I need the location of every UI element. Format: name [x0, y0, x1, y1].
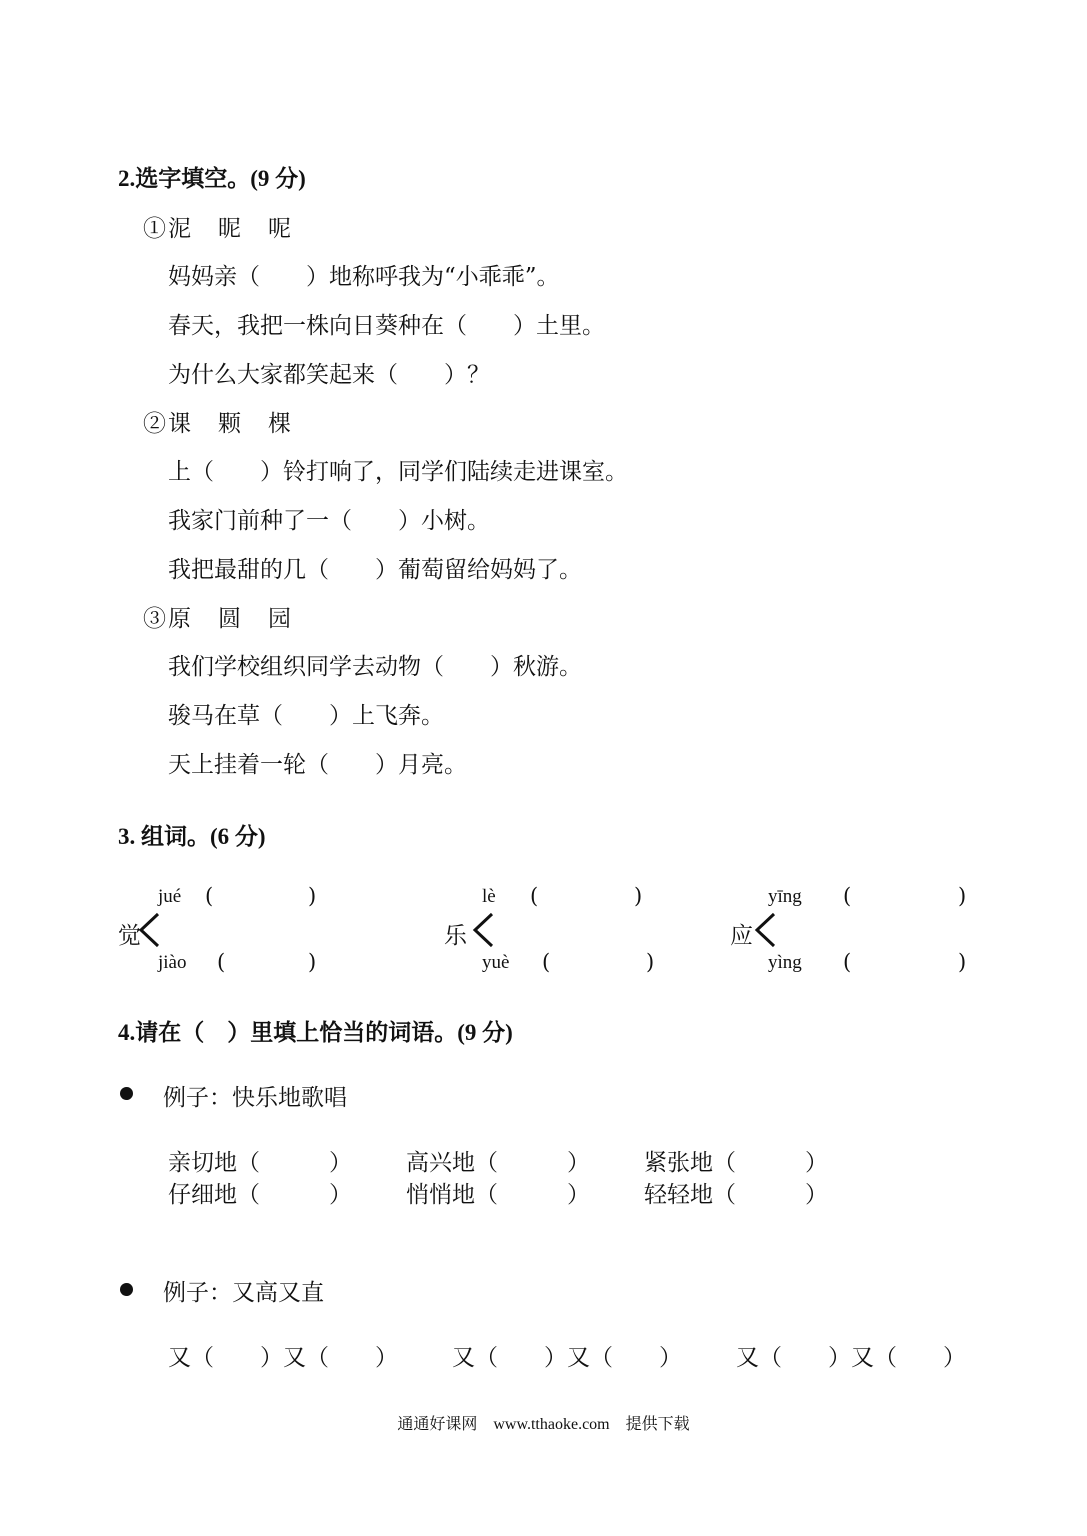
q4-pattern-3: 又（ ）又（ ）: [736, 1345, 966, 1371]
q3-item3-char: 应: [730, 923, 753, 949]
q3-item1-bottom-pinyin: jiào: [158, 952, 187, 973]
q2-group2-options: ②课 颗 棵: [143, 411, 293, 437]
q3-item3-bottom-pinyin: yìng: [768, 952, 802, 973]
q3-item3-top-open: (: [843, 884, 852, 908]
q2-g1-sentence-3: 为什么大家都笑起来（ ）？: [168, 362, 490, 388]
q4-row1-item1: 亲切地（ ）: [168, 1150, 352, 1176]
q2-g1-sentence-2: 春天，我把一株向日葵种在（ ）土里。: [168, 313, 605, 339]
bracket-icon: [138, 912, 160, 948]
q3-item1-bottom-close: ): [308, 950, 317, 974]
q4-title: 4.请在（ ）里填上恰当的词语。(9 分): [118, 1020, 513, 1045]
bracket-icon: [754, 912, 776, 948]
q3-item2-top-pinyin: lè: [482, 886, 496, 907]
q4-example-2: 例子：又高又直: [163, 1280, 324, 1306]
q4-row1-item3: 紧张地（ ）: [644, 1150, 828, 1176]
page-footer: 通通好课网 www.tthaoke.com 提供下载: [397, 1416, 690, 1433]
q2-g3-sentence-1: 我们学校组织同学去动物（ ）秋游。: [168, 654, 582, 680]
bullet-icon: [120, 1283, 133, 1296]
q2-group1-options: ①泥 昵 呢: [143, 216, 293, 242]
q2-g3-sentence-3: 天上挂着一轮（ ）月亮。: [168, 752, 467, 778]
q2-g1-sentence-1: 妈妈亲（ ）地称呼我为“小乖乖”。: [168, 264, 560, 290]
q3-item1-top-pinyin: jué: [158, 886, 182, 907]
q3-item3-top-close: ): [958, 884, 967, 908]
bracket-icon: [472, 912, 494, 948]
q3-item2-char: 乐: [444, 923, 467, 949]
bullet-icon: [120, 1087, 133, 1100]
q3-item2-bottom-close: ): [646, 950, 655, 974]
q2-title: 2.选字填空。(9 分): [118, 166, 306, 191]
q4-row2-item1: 仔细地（ ）: [168, 1182, 352, 1208]
q2-g3-sentence-2: 骏马在草（ ）上飞奔。: [168, 703, 444, 729]
q3-item3-top-pinyin: yīng: [768, 886, 802, 907]
q2-g2-sentence-1: 上（ ）铃打响了，同学们陆续走进课室。: [168, 459, 628, 485]
q2-group3-options: ③原 圆 园: [143, 606, 293, 632]
q2-g2-sentence-3: 我把最甜的几（ ）葡萄留给妈妈了。: [168, 557, 582, 583]
q3-item3-bottom-open: (: [843, 950, 852, 974]
q3-item2-bottom-open: (: [542, 950, 551, 974]
q3-item1-top-close: ): [308, 884, 317, 908]
q3-item1-char: 觉: [118, 923, 141, 949]
q4-example-1: 例子：快乐地歌唱: [163, 1085, 347, 1111]
q3-item2-top-close: ): [634, 884, 643, 908]
q3-item2-bottom-pinyin: yuè: [482, 952, 510, 973]
q2-g2-sentence-2: 我家门前种了一（ ）小树。: [168, 508, 490, 534]
q3-item3-bottom-close: ): [958, 950, 967, 974]
q4-row2-item2: 悄悄地（ ）: [406, 1182, 590, 1208]
q3-item2-top-open: (: [530, 884, 539, 908]
q3-title: 3. 组词。(6 分): [118, 824, 266, 849]
q4-row2-item3: 轻轻地（ ）: [644, 1182, 828, 1208]
q4-pattern-2: 又（ ）又（ ）: [452, 1345, 682, 1371]
q3-item1-top-open: (: [205, 884, 214, 908]
q4-row1-item2: 高兴地（ ）: [406, 1150, 590, 1176]
q4-pattern-1: 又（ ）又（ ）: [168, 1345, 398, 1371]
q3-item1-bottom-open: (: [217, 950, 226, 974]
